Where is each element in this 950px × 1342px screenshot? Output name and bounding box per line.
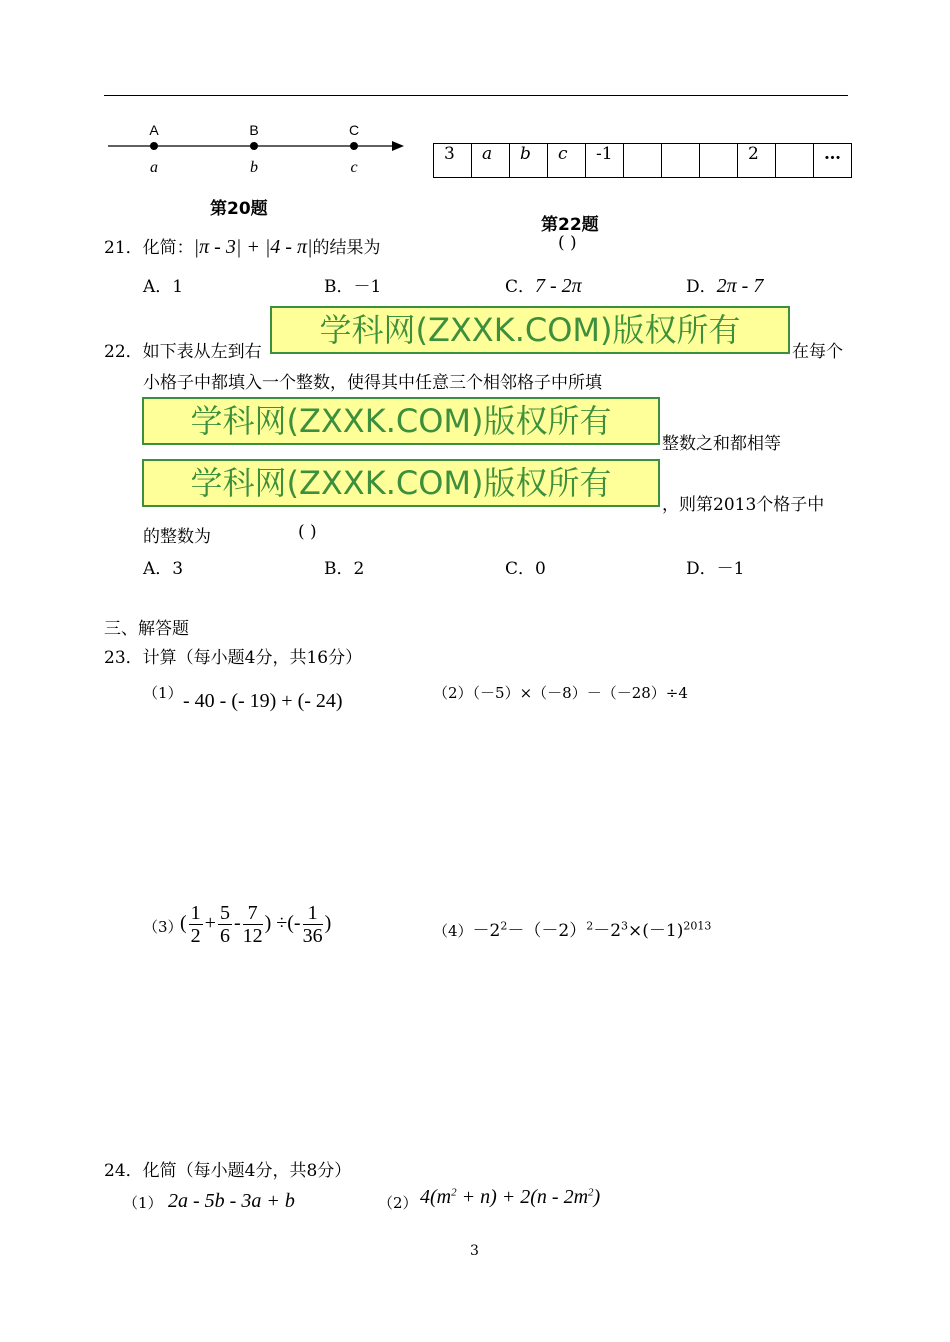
table-cell: 2 bbox=[738, 144, 776, 178]
number-line-figure bbox=[104, 118, 414, 180]
label-upper-c: C bbox=[348, 122, 360, 138]
figure-20-caption: 第20题 bbox=[210, 199, 268, 219]
figure-22-caption: 第22题 bbox=[541, 215, 599, 235]
table-cell bbox=[700, 144, 738, 178]
page-number: 3 bbox=[470, 1243, 479, 1259]
watermark-banner: 学科网(ZXXK.COM)版权所有 bbox=[142, 459, 660, 507]
question-24-title: 24．化简（每小题4分，共8分） bbox=[104, 1161, 352, 1181]
table-cell: c bbox=[548, 144, 586, 178]
q24-part-1-label: （1） bbox=[123, 1194, 163, 1212]
q22-line-1-suffix: 在每个 bbox=[792, 342, 843, 362]
section-title: 三、解答题 bbox=[104, 619, 189, 639]
label-lower-b: b bbox=[250, 159, 258, 176]
question-23-title: 23．计算（每小题4分，共16分） bbox=[104, 648, 363, 668]
answer-blank: ( ) bbox=[298, 522, 317, 542]
table-cell bbox=[662, 144, 700, 178]
q23-part-1-expression: - 40 - (- 19) + (- 24) bbox=[183, 690, 343, 712]
q23-part-3-label: （3） bbox=[143, 918, 183, 936]
q21-option-a: A．1 bbox=[143, 277, 184, 297]
q24-part-2-label: （2） bbox=[378, 1194, 418, 1212]
q23-part-2: （2）（－5）×（－8）－（－28）÷4 bbox=[433, 684, 688, 702]
fraction: $\frac{1}{36}$ bbox=[302, 902, 323, 947]
q22-line-5: 的整数为 bbox=[143, 527, 211, 547]
table-cell: a bbox=[472, 144, 510, 178]
q24-part-2-expression: $4(m^2 + n) + 2(n - 2m^2)$ bbox=[420, 1186, 601, 1208]
q22-option-a: A．3 bbox=[143, 559, 184, 579]
point-b bbox=[250, 142, 258, 150]
table-cell bbox=[776, 144, 814, 178]
q22-option-c: C．0 bbox=[505, 559, 546, 579]
label-upper-b: B bbox=[249, 122, 259, 138]
table-cell bbox=[624, 144, 662, 178]
watermark-banner: 学科网(ZXXK.COM)版权所有 bbox=[142, 397, 660, 445]
q22-option-d: D．－1 bbox=[686, 559, 745, 579]
q24-part-1-expression: 2a - 5b - 3a + b bbox=[168, 1190, 295, 1212]
table-row bbox=[434, 144, 852, 178]
fraction: $\frac{7}{12}$ bbox=[242, 902, 263, 947]
answer-blank: ( ) bbox=[558, 233, 577, 253]
q22-option-b: B．2 bbox=[324, 559, 365, 579]
q23-part-3-expression: ( $\frac{1}{2}$ + $\frac{5}{6}$ - $\frac{7}{12}$ ) ÷(- $\frac{1}{36}$ ) bbox=[180, 902, 332, 947]
q22-line-2: 小格子中都填入一个整数，使得其中任意三个相邻格子中所填 bbox=[143, 373, 602, 393]
point-a bbox=[150, 142, 158, 150]
table-cell: … bbox=[814, 144, 852, 178]
question-21-stem: 21．化简：|π - 3| + |4 - π|的结果为 bbox=[104, 236, 381, 258]
q22-line-4-suffix: ，则第2013个格子中 bbox=[662, 495, 825, 515]
q21-option-b: B．－1 bbox=[324, 277, 382, 297]
sequence-table bbox=[433, 143, 852, 178]
fraction: $\frac{5}{6}$ bbox=[219, 902, 230, 947]
fraction: $\frac{1}{2}$ bbox=[190, 902, 201, 947]
question-number: 21． bbox=[104, 238, 143, 258]
q22-line-3-suffix: 整数之和都相等 bbox=[662, 434, 781, 454]
q23-part-1-label: （1） bbox=[143, 684, 183, 702]
table-cell: -1 bbox=[586, 144, 624, 178]
number-line-arrow bbox=[392, 141, 404, 151]
header-rule bbox=[104, 95, 848, 96]
q21-option-c: C．7 - 2π bbox=[505, 275, 582, 297]
label-upper-a: A bbox=[149, 122, 159, 138]
q21-expression: |π - 3| + |4 - π| bbox=[193, 236, 313, 258]
q21-option-d: D．2π - 7 bbox=[686, 275, 764, 297]
label-lower-a: a bbox=[150, 159, 158, 176]
table-cell: 3 bbox=[434, 144, 472, 178]
q22-line-1-prefix: 22．如下表从左到右 bbox=[104, 342, 262, 362]
watermark-banner: 学科网(ZXXK.COM)版权所有 bbox=[270, 306, 790, 354]
q23-part-4: $(4)-2^2-(-2)^2-2^3\times(-1)^{2013}$ bbox=[433, 919, 712, 941]
table-cell: b bbox=[510, 144, 548, 178]
point-c bbox=[350, 142, 358, 150]
label-lower-c: c bbox=[350, 159, 358, 176]
